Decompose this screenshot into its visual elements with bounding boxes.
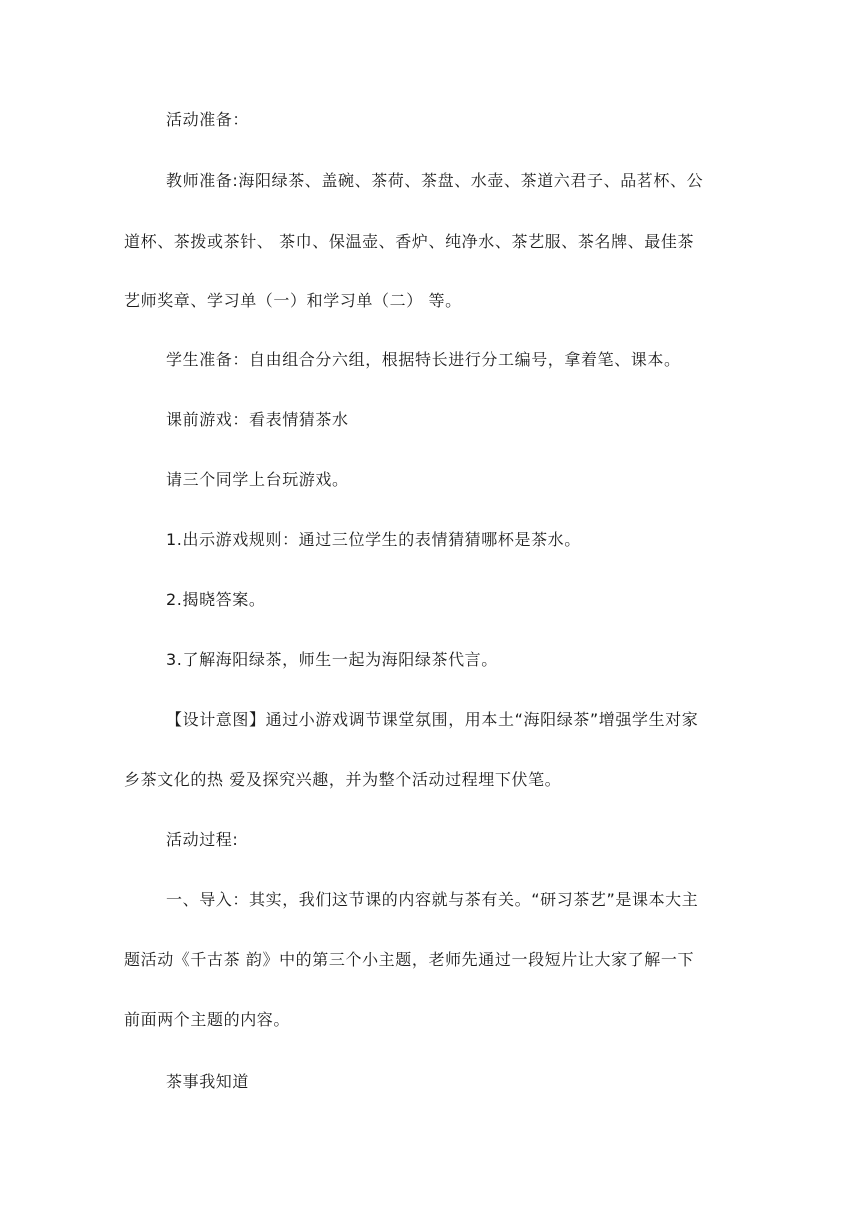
heading-activity-process: 活动过程: bbox=[166, 830, 239, 849]
paragraph-introduction-line-2: 题活动《千古茶 韵》中的第三个小主题，老师先通过一段短片让大家了解一下 bbox=[124, 950, 695, 969]
paragraph-design-intent-line-2: 乡茶文化的热 爱及探究兴趣，并为整个活动过程埋下伏笔。 bbox=[124, 770, 562, 789]
heading-activity-preparation: 活动准备： bbox=[166, 110, 250, 129]
paragraph-introduction-line-3: 前面两个主题的内容。 bbox=[124, 1010, 291, 1029]
paragraph-teacher-preparation-line-3: 艺师奖章、学习单（一）和学习单（二） 等。 bbox=[124, 291, 462, 310]
paragraph-teacher-preparation-line-1: 教师准备:海阳绿茶、盖碗、茶荷、茶盘、水壶、茶道六君子、品茗杯、公 bbox=[166, 171, 704, 190]
heading-tea-affairs: 茶事我知道 bbox=[166, 1072, 250, 1091]
heading-pre-class-game: 课前游戏：看表情猜茶水 bbox=[166, 410, 349, 429]
paragraph-design-intent-line-1: 【设计意图】通过小游戏调节课堂氛围，用本土“海阳绿茶”增强学生对家 bbox=[166, 710, 699, 729]
paragraph-teacher-preparation-line-2: 道杯、茶拨或茶针、 茶巾、保温壶、香炉、纯净水、茶艺服、茶名牌、最佳茶 bbox=[124, 232, 695, 251]
list-item-understand-tea: 3.了解海阳绿茶，师生一起为海阳绿茶代言。 bbox=[166, 650, 498, 669]
list-item-game-rules: 1.出示游戏规则：通过三位学生的表情猜猜哪杯是茶水。 bbox=[166, 530, 581, 549]
paragraph-invite-students: 请三个同学上台玩游戏。 bbox=[166, 470, 349, 489]
paragraph-student-preparation: 学生准备：自由组合分六组，根据特长进行分工编号，拿着笔、课本。 bbox=[166, 350, 681, 369]
list-item-reveal-answer: 2.揭晓答案。 bbox=[166, 590, 266, 609]
paragraph-introduction-line-1: 一、导入：其实，我们这节课的内容就与茶有关。“研习茶艺”是课本大主 bbox=[166, 890, 699, 909]
